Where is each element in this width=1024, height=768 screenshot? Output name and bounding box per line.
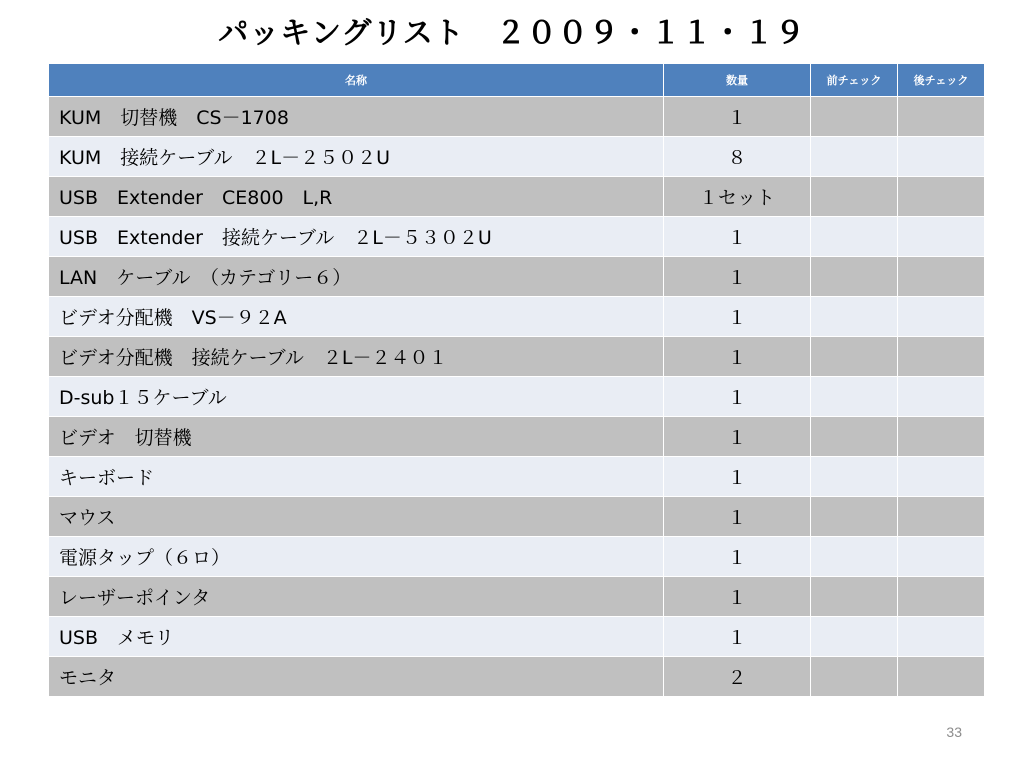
item-quantity: １ bbox=[664, 297, 811, 337]
item-name: USB Extender 接続ケーブル ２L－５３０２U bbox=[49, 217, 664, 257]
item-name: レーザーポインタ bbox=[49, 577, 664, 617]
pre-check-cell bbox=[811, 337, 898, 377]
item-name: USB Extender CE800 L,R bbox=[49, 177, 664, 217]
post-check-cell bbox=[898, 377, 985, 417]
table-row bbox=[49, 537, 985, 577]
table-row bbox=[49, 177, 985, 217]
post-check-cell bbox=[898, 97, 985, 137]
pre-check-cell bbox=[811, 137, 898, 177]
pre-check-cell bbox=[811, 617, 898, 657]
item-quantity: １ bbox=[664, 337, 811, 377]
pre-check-cell bbox=[811, 297, 898, 337]
pre-check-cell bbox=[811, 417, 898, 457]
table-row bbox=[49, 497, 985, 537]
item-name: マウス bbox=[49, 497, 664, 537]
item-name: ビデオ分配機 接続ケーブル ２L－２４０１ bbox=[49, 337, 664, 377]
post-check-cell bbox=[898, 617, 985, 657]
item-quantity: １ bbox=[664, 537, 811, 577]
item-name: キーボード bbox=[49, 457, 664, 497]
table-row bbox=[49, 377, 985, 417]
pre-check-cell bbox=[811, 537, 898, 577]
table-row bbox=[49, 417, 985, 457]
pre-check-cell bbox=[811, 217, 898, 257]
pre-check-cell bbox=[811, 657, 898, 697]
item-name: 電源タップ（６ロ） bbox=[49, 537, 664, 577]
page-number: 33 bbox=[946, 724, 962, 740]
table-row bbox=[49, 337, 985, 377]
table-row bbox=[49, 657, 985, 697]
table-row bbox=[49, 457, 985, 497]
pre-check-cell bbox=[811, 497, 898, 537]
item-quantity: １ bbox=[664, 97, 811, 137]
header-quantity: 数量 bbox=[664, 64, 811, 97]
post-check-cell bbox=[898, 297, 985, 337]
pre-check-cell bbox=[811, 177, 898, 217]
post-check-cell bbox=[898, 577, 985, 617]
table-header-row bbox=[49, 64, 985, 97]
table-row bbox=[49, 297, 985, 337]
post-check-cell bbox=[898, 457, 985, 497]
table-body bbox=[49, 97, 985, 697]
table-row bbox=[49, 137, 985, 177]
item-quantity: １ bbox=[664, 497, 811, 537]
item-name: KUM 切替機 CS－1708 bbox=[49, 97, 664, 137]
post-check-cell bbox=[898, 137, 985, 177]
table-row bbox=[49, 217, 985, 257]
item-name: モニタ bbox=[49, 657, 664, 697]
item-quantity: １ bbox=[664, 257, 811, 297]
post-check-cell bbox=[898, 177, 985, 217]
pre-check-cell bbox=[811, 377, 898, 417]
item-quantity: １セット bbox=[664, 177, 811, 217]
item-quantity: １ bbox=[664, 577, 811, 617]
table-row bbox=[49, 97, 985, 137]
item-name: KUM 接続ケーブル ２L－２５０２U bbox=[49, 137, 664, 177]
post-check-cell bbox=[898, 337, 985, 377]
slide-title: パッキングリスト ２００９・１１・１９ bbox=[218, 16, 806, 51]
table-row bbox=[49, 257, 985, 297]
item-name: ビデオ 切替機 bbox=[49, 417, 664, 457]
table-row bbox=[49, 617, 985, 657]
item-name: D-sub１５ケーブル bbox=[49, 377, 664, 417]
post-check-cell bbox=[898, 497, 985, 537]
post-check-cell bbox=[898, 657, 985, 697]
item-name: ビデオ分配機 VS－９２A bbox=[49, 297, 664, 337]
header-pre-check: 前チェック bbox=[811, 64, 898, 97]
post-check-cell bbox=[898, 217, 985, 257]
header-post-check: 後チェック bbox=[898, 64, 985, 97]
pre-check-cell bbox=[811, 97, 898, 137]
pre-check-cell bbox=[811, 457, 898, 497]
item-quantity: １ bbox=[664, 417, 811, 457]
item-name: LAN ケーブル （カテゴリー６） bbox=[49, 257, 664, 297]
item-quantity: ２ bbox=[664, 657, 811, 697]
item-name: USB メモリ bbox=[49, 617, 664, 657]
post-check-cell bbox=[898, 257, 985, 297]
item-quantity: １ bbox=[664, 617, 811, 657]
pre-check-cell bbox=[811, 577, 898, 617]
packing-list-table bbox=[48, 63, 985, 697]
table-row bbox=[49, 577, 985, 617]
post-check-cell bbox=[898, 537, 985, 577]
header-name: 名称 bbox=[49, 64, 664, 97]
pre-check-cell bbox=[811, 257, 898, 297]
item-quantity: １ bbox=[664, 457, 811, 497]
item-quantity: １ bbox=[664, 377, 811, 417]
post-check-cell bbox=[898, 417, 985, 457]
item-quantity: １ bbox=[664, 217, 811, 257]
item-quantity: ８ bbox=[664, 137, 811, 177]
